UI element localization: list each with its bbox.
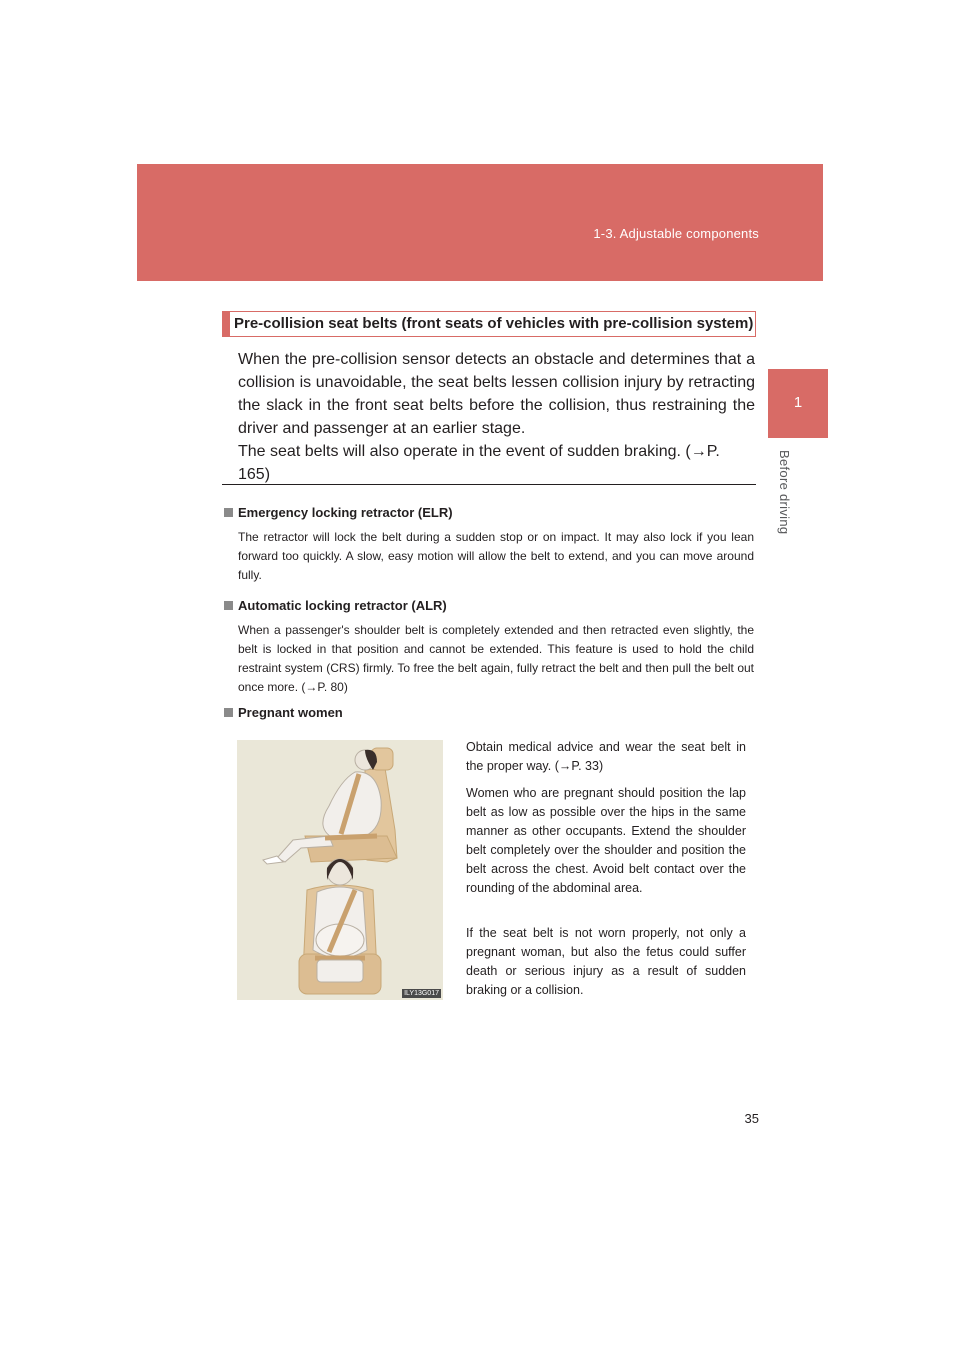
note-title-elr-text: Emergency locking retractor (ELR) — [238, 505, 453, 520]
note-title-alr — [224, 598, 447, 614]
pregnant-paragraph-3: If the seat belt is not worn properly, not only a pregnant woman, but also the fetus could suffer death or serious injury as a result of sudden braking or a collision. — [466, 926, 746, 997]
page-number: 35 — [744, 1111, 759, 1126]
seated-figures-image — [237, 740, 443, 1000]
note-title-pregnant — [224, 705, 343, 721]
pregnant-seatbelt-illustration — [237, 740, 443, 1000]
intro-paragraph-1: When the pre-collision sensor detects an obstacle and determines that a collision is unavoidable, the seat belts lessen collision injury by retracting the slack in the front seat belts before the collision, thus restraining the driver and passenger at an earlier stage. — [238, 351, 755, 437]
figure-code: ILY13G017 — [404, 990, 439, 997]
pregnant-paragraph-2: Women who are pregnant should position the lap belt as low as possible over the hips in the same manner as other occupants. Extend the shoulder belt completely over the shoulder and position the belt across the chest. Avoid belt contact over the rounding of the abdominal area. — [466, 786, 746, 895]
chapter-tab — [768, 369, 828, 438]
bullet-square-icon — [224, 601, 233, 610]
intro-text — [238, 348, 755, 486]
note-body-elr: The retractor will lock the belt during a sudden stop or on impact. It may also lock if you lean forward too quickly. A slow, easy motion will allow the belt to extend, and you can move around fully. — [238, 530, 754, 582]
chapter-caption: Before driving — [777, 450, 792, 535]
bullet-square-icon — [224, 708, 233, 717]
bullet-square-icon — [224, 508, 233, 517]
divider — [222, 484, 756, 485]
note-body-alr: When a passenger's shoulder belt is completely extended and then retracted even slightly, the belt is locked in that position and cannot be extended. This feature is used to hold the child restraint system (CRS) firmly. To free the belt again, fully retract the belt and then pull the belt out once more. (→P. 80) — [238, 623, 754, 694]
intro-paragraph-2: The seat belts will also operate in the event of sudden braking. (→P. 165) — [238, 443, 720, 483]
header-band — [137, 164, 823, 281]
chapter-number: 1 — [793, 394, 803, 411]
pregnant-paragraph-1: Obtain medical advice and wear the seat belt in the proper way. (→P. 33) — [466, 740, 746, 773]
note-title-pregnant-text: Pregnant women — [238, 705, 343, 720]
section-heading: Pre-collision seat belts (front seats of vehicles with pre-collision system) — [222, 311, 756, 337]
note-title-alr-text: Automatic locking retractor (ALR) — [238, 598, 447, 613]
section-label: 1-3. Adjustable components — [593, 226, 759, 241]
note-title-elr — [224, 505, 453, 521]
